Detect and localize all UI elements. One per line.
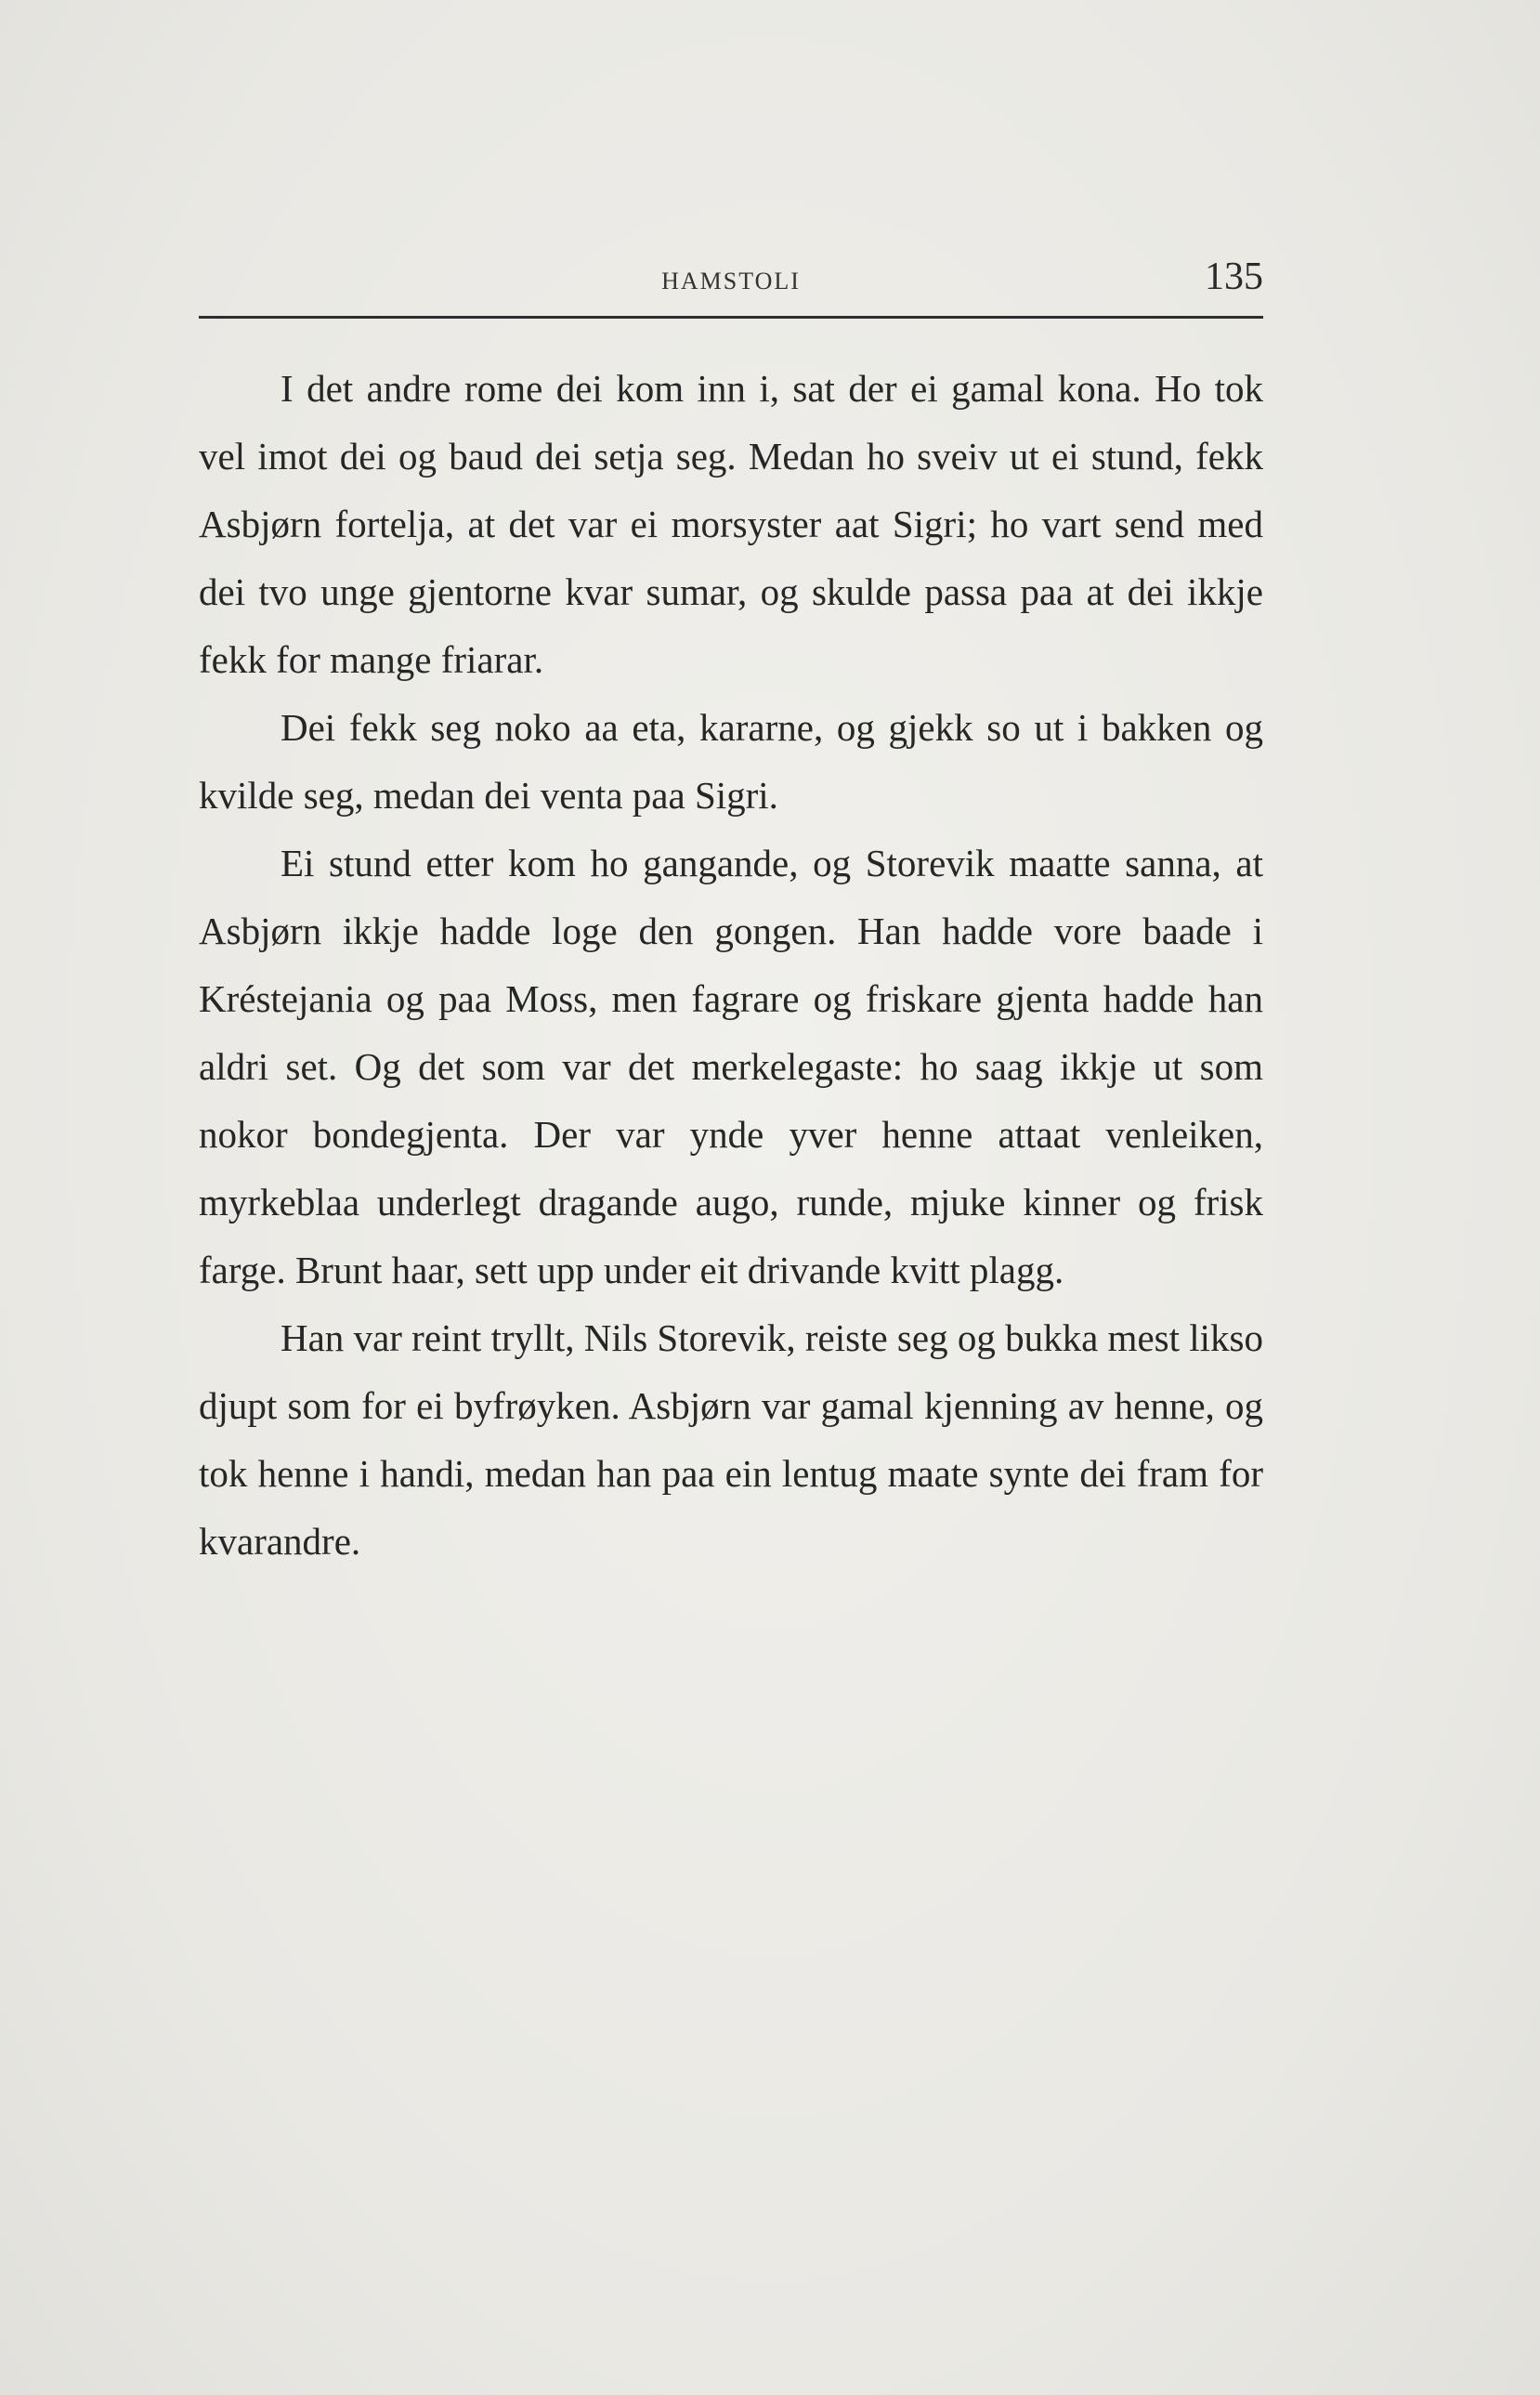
page-header	[199, 249, 1263, 319]
body-text	[199, 355, 1263, 1576]
page-number: 135	[1205, 255, 1263, 298]
paragraph: Ei stund etter kom ho gangande, og Storevik maatte sanna, at Asbjørn ikkje hadde loge den gongen. Han hadde vore baade i Kréstejania og paa Moss, men fagrare og friskare gjenta hadde han aldri set. Og det som var det merkelegaste: ho saag ikkje ut som nokor bondegjenta. Der var ynde yver henne attaat venleiken, myrkeblaa underlegt dragande augo, runde, mjuke kinner og frisk farge. Brunt haar, sett upp under eit drivande kvitt plagg.	[199, 842, 1263, 1291]
paragraph: Han var reint tryllt, Nils Storevik, reiste seg og bukka mest likso djupt som for ei byfrøyken. Asbjørn var gamal kjenning av henne, og tok henne i handi, medan han paa ein lentug maate synte dei fram for kvarandre.	[199, 1316, 1263, 1563]
running-head: HAMSTOLI	[661, 268, 801, 294]
paragraph: I det andre rome dei kom inn i, sat der ei gamal kona. Ho tok vel imot dei og baud dei setja seg. Medan ho sveiv ut ei stund, fekk Asbjørn fortelja, at det var ei morsyster aat Sigri; ho vart send med dei tvo unge gjentorne kvar sumar, og skulde passa paa at dei ikkje fekk for mange friarar.	[199, 367, 1263, 681]
paragraph: Dei fekk seg noko aa eta, kararne, og gjekk so ut i bakken og kvilde seg, medan dei venta paa Sigri.	[199, 706, 1263, 817]
